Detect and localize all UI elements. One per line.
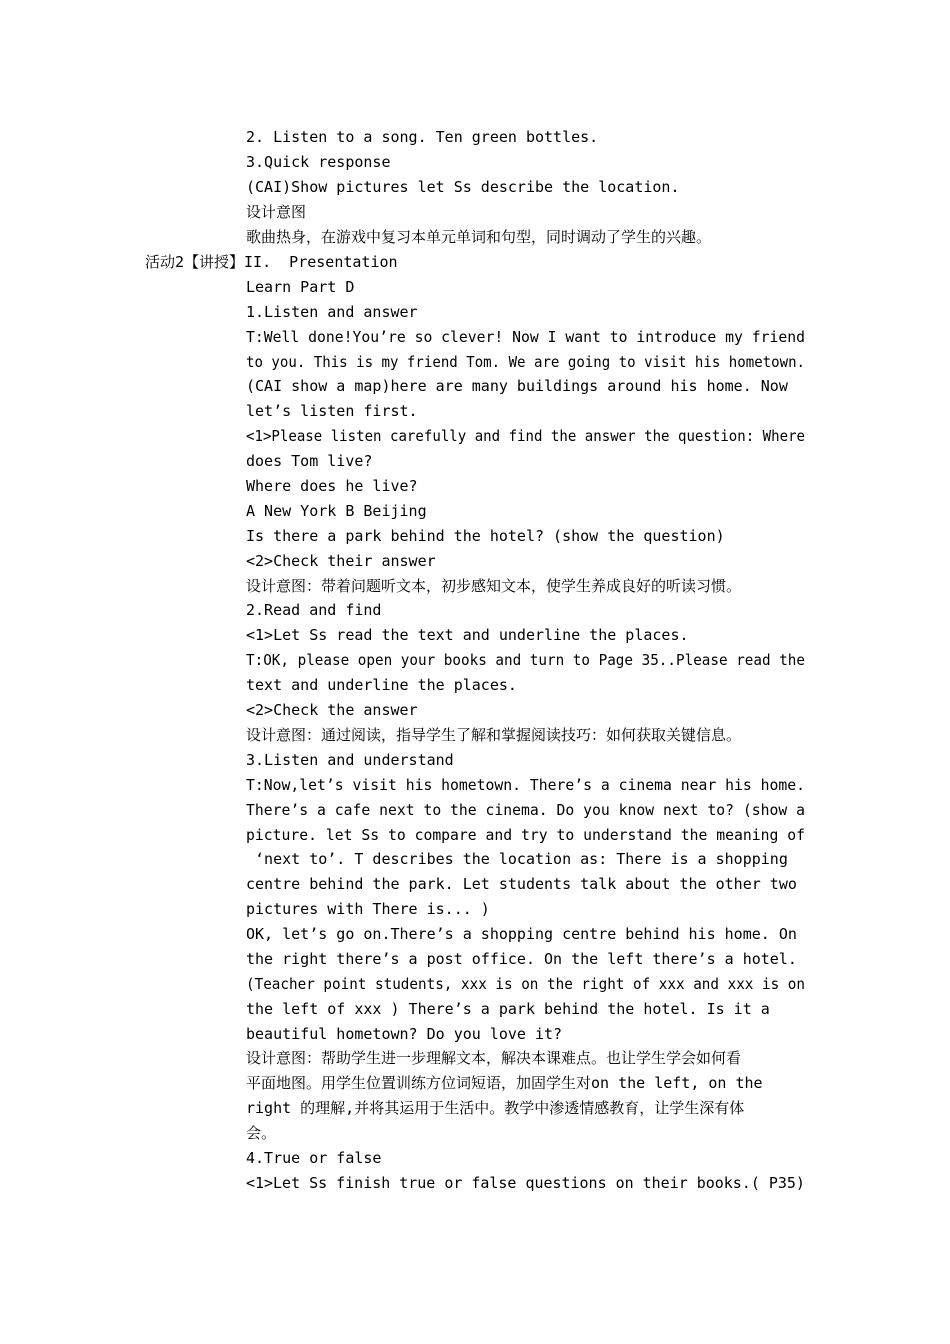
activity-heading: 活动2【讲授】II. Presentation <box>145 253 398 271</box>
text-line: 4.True or false <box>246 1149 382 1167</box>
text-line: There’s a cafe next to the cinema. Do you know next to? (show a <box>246 801 805 819</box>
text-line: to you. This is my friend Tom. We are going to visit his hometown. <box>246 353 806 371</box>
text-line: (CAI show a map)here are many buildings around his home. Now <box>246 377 788 395</box>
text-line: ‘next to’. T describes the location as: There is a shopping <box>246 850 788 868</box>
text-line: (Teacher point students, xxx is on the right of xxx and xxx is on <box>246 975 805 993</box>
text-line: <1>Let Ss finish true or false questions on their books.( P35) <box>246 1174 805 1192</box>
text-line: Learn Part D <box>246 278 355 296</box>
text-line: Where does he live? <box>246 477 418 495</box>
text-line: 3.Quick response <box>246 153 391 171</box>
text-line: <1>Please listen carefully and find the answer the question: Where <box>246 427 806 445</box>
text-line: text and underline the places. <box>246 676 517 694</box>
text-line: 歌曲热身，在游戏中复习本单元单词和句型，同时调动了学生的兴趣。 <box>246 228 712 246</box>
text-line: <2>Check their answer <box>246 552 436 570</box>
text-line: T:Well done!You’re so clever! Now I want to introduce my friend <box>246 328 805 346</box>
text-line: 3.Listen and understand <box>246 751 454 769</box>
text-line: (CAI)Show pictures let Ss describe the location. <box>246 178 680 196</box>
text-line: <1>Let Ss read the text and underline the places. <box>246 626 689 644</box>
text-line: centre behind the park. Let students talk about the other two <box>246 875 797 893</box>
text-line: beautiful hometown? Do you love it? <box>246 1025 563 1043</box>
text-line: 设计意图：带着问题听文本，初步感知文本，使学生养成良好的听读习惯。 <box>246 577 742 595</box>
text-line: 设计意图：通过阅读，指导学生了解和掌握阅读技巧：如何获取关键信息。 <box>246 726 742 744</box>
text-line: 2.Read and find <box>246 601 382 619</box>
text-line: let’s listen first. <box>246 402 418 420</box>
text-line: Is there a park behind the hotel? (show the question) <box>246 527 725 545</box>
text-line: 1.Listen and answer <box>246 303 418 321</box>
text-line: 平面地图。用学生位置训练方位词短语，加固学生对on the left, on the <box>246 1074 763 1092</box>
text-line: 2. Listen to a song. Ten green bottles. <box>246 128 599 146</box>
text-line: T:Now,let’s visit his hometown. There’s a cinema near his home. <box>246 776 805 794</box>
text-line: picture. let Ss to compare and try to understand the meaning of <box>246 826 805 844</box>
text-line: OK, let’s go on.There’s a shopping centre behind his home. On <box>246 925 797 943</box>
text-line: right 的理解,并将其运用于生活中。教学中渗透情感教育，让学生深有体 <box>246 1099 745 1117</box>
text-line: <2>Check the answer <box>246 701 418 719</box>
text-line: the left of xxx ) There’s a park behind the hotel. Is it a <box>246 1000 770 1018</box>
text-line: pictures with There is... ) <box>246 900 490 918</box>
text-line: 设计意图：帮助学生进一步理解文本，解决本课难点。也让学生学会如何看 <box>246 1049 742 1067</box>
text-line: A New York B Beijing <box>246 502 427 520</box>
text-line: T:OK, please open your books and turn to Page 35..Please read the <box>246 651 805 669</box>
text-line: 会。 <box>246 1124 277 1142</box>
text-line: the right there’s a post office. On the left there’s a hotel. <box>246 950 797 968</box>
text-line: does Tom live? <box>246 452 373 470</box>
text-line: 设计意图 <box>246 203 307 221</box>
